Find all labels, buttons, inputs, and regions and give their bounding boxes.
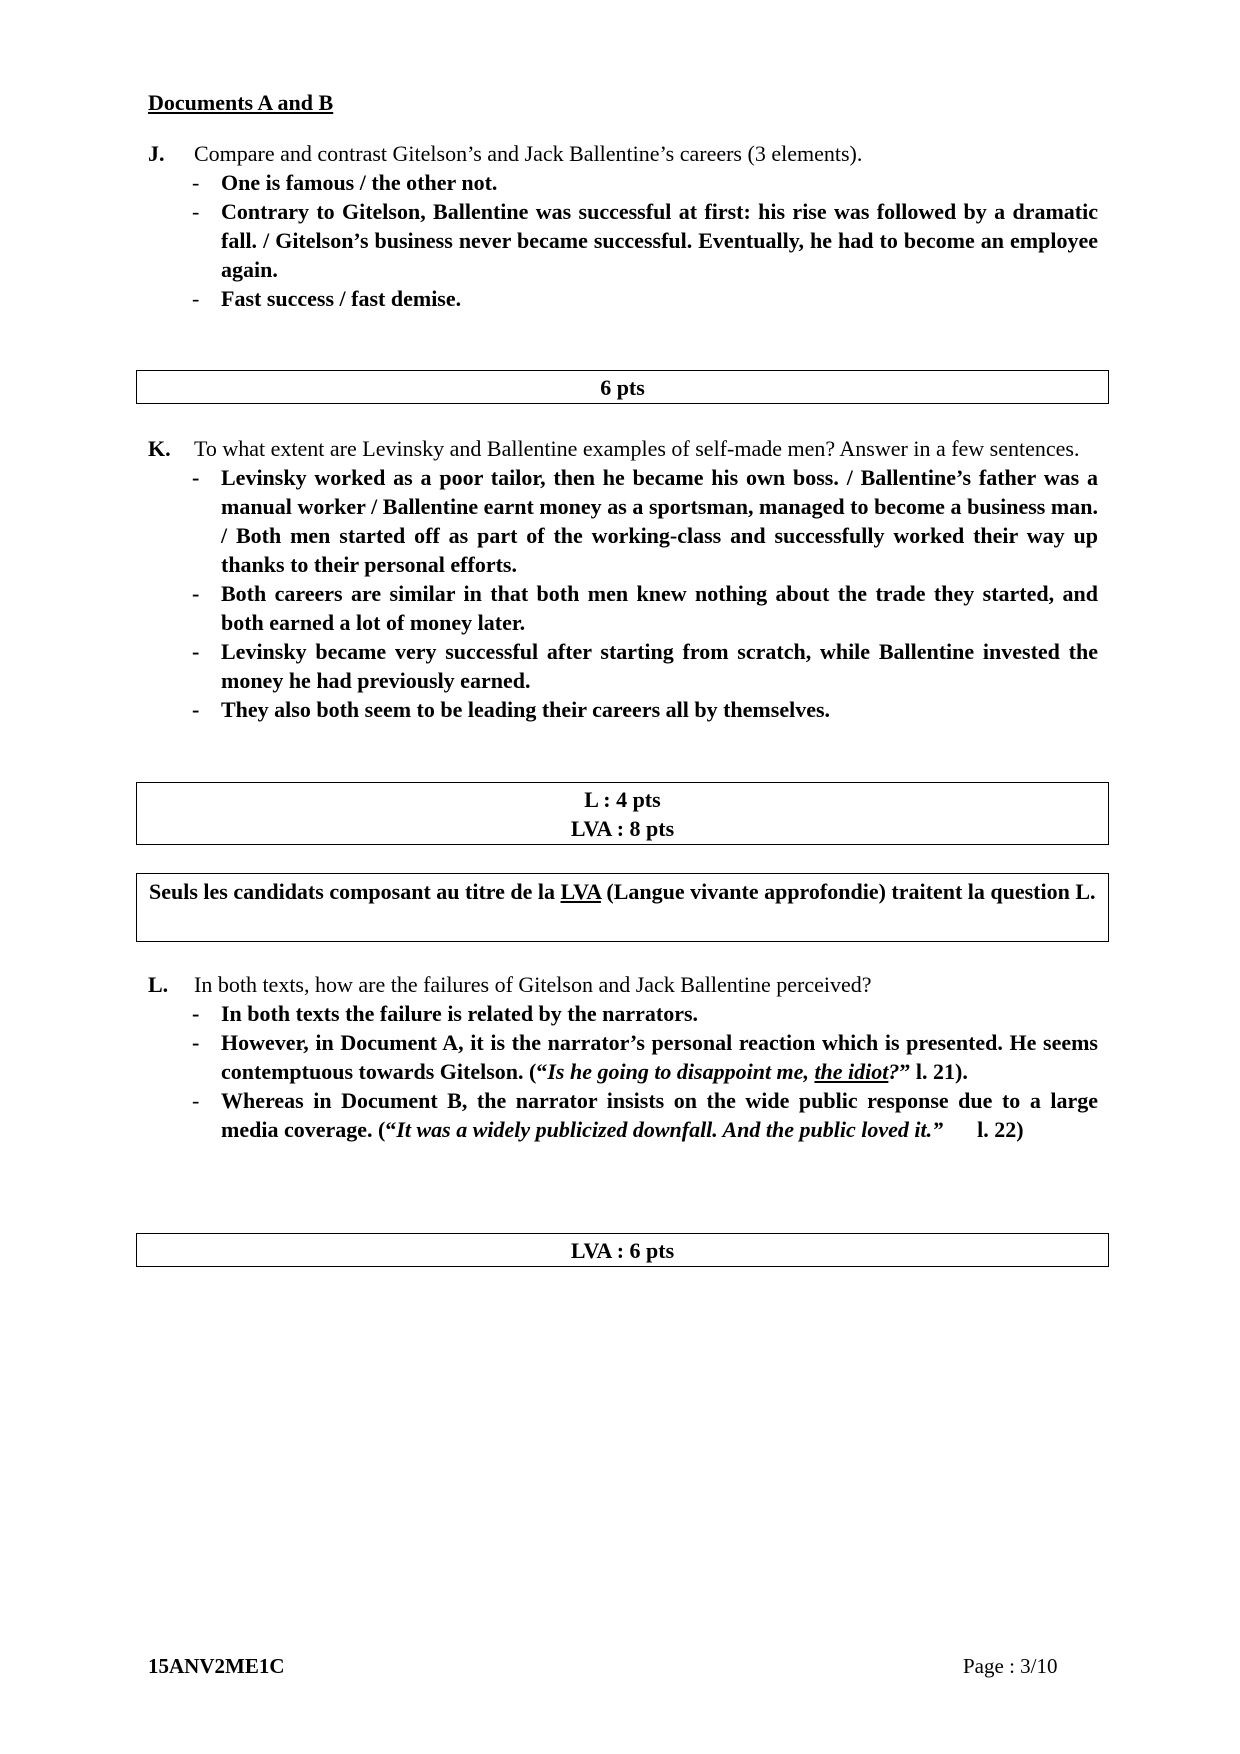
score-label: LVA : 8 pts [570,816,675,841]
answer-item: - Both careers are similar in that both men knew nothing about the trade they started, and both earned a lot of money later. [192,581,1098,635]
answer-item: - In both texts the failure is related by the narrators. [192,1001,699,1026]
score-label: LVA : 6 pts [570,1238,675,1263]
quote-emphasis: the idiot [814,1059,889,1084]
answer-item: - Contrary to Gitelson, Ballentine was successful at first: his rise was followed by a dramatic fall. / Gitelson’s business never became successful. Eventually, he had to become an employee again. [192,199,1098,282]
answer-item: - Levinsky worked as a poor tailor, then he became his own boss. / Ballentine’s father was a manual worker / Ballentine earnt money as a sportsman, managed to become a business man. / Both men started off as part of the working-class and successfully worked their way up thanks to their personal efforts. [192,465,1098,577]
answer-list [148,999,1098,1144]
question-j [148,139,1098,313]
page-number: Page : 3/10 [963,1654,1058,1678]
question-prompt: In both texts, how are the failures of Gitelson and Jack Ballentine perceived? [194,972,872,997]
score-label: L : 4 pts [584,787,661,812]
question-prompt: Compare and contrast Gitelson’s and Jack Ballentine’s careers (3 elements). [194,141,863,166]
answer-item: - Fast success / fast demise. [192,286,462,311]
score-box-j [136,370,1109,404]
answer-item: - Levinsky became very successful after starting from scratch, while Ballentine invested the money he had previously earned. [192,639,1098,693]
question-letter: K. [148,436,171,461]
answer-list [148,168,1098,313]
question-letter: J. [148,141,165,166]
question-l [148,970,1098,1144]
subject-code: 15ANV2ME1C [148,1654,285,1678]
quote: It was a widely publicized downfall. And the public loved it.” [396,1117,944,1142]
answer-item: - However, in Document A, it is the narrator’s personal reaction which is presented. He seems contemptuous towards Gitelson. (“Is he going to disappoint me, the idiot?” l. 21). [192,1030,1098,1084]
answer-list [148,463,1098,724]
score-box-k [136,782,1109,845]
question-prompt: To what extent are Levinsky and Ballentine examples of self-made men? Answer in a few sentences. [194,436,1080,461]
score-label: 6 pts [600,375,645,400]
question-letter: L. [148,972,169,997]
candidate-note: Seuls les candidats composant au titre de la LVA (Langue vivante approfondie) traitent la question L. [136,873,1109,942]
question-k [148,434,1098,724]
score-box-l [136,1233,1109,1267]
quote: Is he going to disappoint me, [547,1059,815,1084]
answer-item: - Whereas in Document B, the narrator insists on the wide public response due to a large media coverage. (“It was a widely publicized downfall. And the public loved it.” l. 22) [192,1088,1098,1142]
answer-item: - They also both seem to be leading their careers all by themselves. [192,697,831,722]
section-heading: Documents A and B [148,90,334,115]
answer-item: - One is famous / the other not. [192,170,498,195]
lva-abbreviation: LVA [560,879,601,904]
